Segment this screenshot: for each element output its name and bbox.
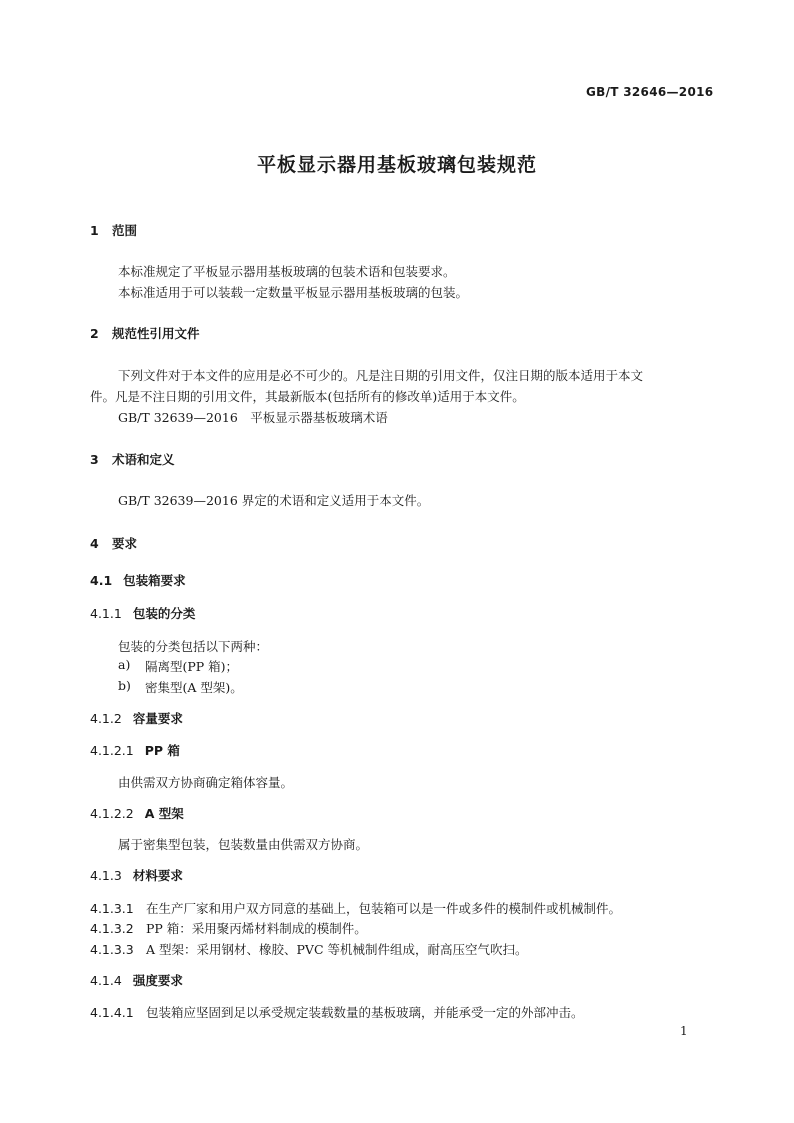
list-item-text: 密集型(A 型架)。: [145, 680, 243, 695]
subsection-4-1-2-2-heading: [90, 804, 184, 822]
paragraph: 由供需双方协商确定箱体容量。: [118, 775, 294, 790]
clause-text: 包装箱应坚固到足以承受规定装载数量的基板玻璃，并能承受一定的外部冲击。: [146, 1005, 584, 1020]
clause-text: A 型架：采用钢材、橡胶、PVC 等机械制件组成，耐高压空气吹扫。: [146, 942, 528, 957]
section-title: 要求: [112, 536, 138, 551]
section-title: 术语和定义: [112, 452, 175, 467]
page-number: 1: [680, 1024, 688, 1038]
section-title: 范围: [112, 223, 138, 238]
section-3-heading: [90, 450, 175, 468]
clause-number: 4.1.3.3: [90, 942, 134, 957]
subsection-4-1-1-heading: [90, 604, 195, 622]
section-2-heading: [90, 324, 200, 342]
section-number: 3: [90, 452, 99, 467]
section-number: 4: [90, 536, 99, 551]
subsection-number: 4.1.2.1: [90, 743, 134, 758]
subsection-4-1-2-1-heading: [90, 741, 180, 759]
clause-number: 4.1.3.2: [90, 921, 134, 936]
section-title: 规范性引用文件: [112, 326, 200, 341]
list-item-label: a): [118, 657, 131, 672]
subsection-number: 4.1.4: [90, 973, 122, 988]
subsection-4-1-4-heading: [90, 971, 183, 989]
paragraph: 本标准适用于可以装载一定数量平板显示器用基板玻璃的包装。: [118, 285, 469, 300]
subsection-4-1-heading: [90, 571, 186, 589]
section-number: 1: [90, 223, 99, 238]
section-4-heading: [90, 534, 137, 552]
paragraph: 下列文件对于本文件的应用是必不可少的。凡是注日期的引用文件，仅注日期的版本适用于本文: [118, 368, 644, 383]
standard-number: GB/T 32646—2016: [586, 85, 714, 99]
subsection-4-1-2-heading: [90, 709, 183, 727]
subsection-number: 4.1.3: [90, 868, 122, 883]
subsection-title: 强度要求: [132, 973, 183, 988]
paragraph: GB/T 32639—2016 界定的术语和定义适用于本文件。: [118, 493, 430, 508]
clause-number: 4.1.4.1: [90, 1005, 134, 1020]
list-item-text: 隔离型(PP 箱)；: [145, 659, 239, 674]
list-item-label: b): [118, 678, 131, 693]
subsection-number: 4.1.2.2: [90, 806, 134, 821]
clause-number: 4.1.3.1: [90, 901, 134, 916]
clause-text: PP 箱：采用聚丙烯材料制成的模制件。: [146, 921, 367, 936]
subsection-title: 包装箱要求: [123, 573, 186, 588]
section-1-heading: [90, 221, 137, 239]
clause: [90, 899, 621, 917]
paragraph: 包装的分类包括以下两种：: [118, 639, 269, 654]
subsection-number: 4.1.2: [90, 711, 122, 726]
document-title: 平板显示器用基板玻璃包装规范: [256, 154, 537, 176]
paragraph: 本标准规定了平板显示器用基板玻璃的包装术语和包装要求。: [118, 264, 456, 279]
subsection-4-1-3-heading: [90, 866, 183, 884]
clause: [90, 940, 527, 958]
subsection-title: A 型架: [144, 806, 184, 821]
subsection-title: 材料要求: [132, 868, 183, 883]
subsection-title: 包装的分类: [132, 606, 196, 621]
subsection-title: PP 箱: [144, 743, 180, 758]
paragraph: 属于密集型包装，包装数量由供需双方协商。: [118, 837, 369, 852]
section-number: 2: [90, 326, 99, 341]
subsection-number: 4.1.1: [90, 606, 122, 621]
clause-text: 在生产厂家和用户双方同意的基础上，包装箱可以是一件或多件的模制件或机械制件。: [146, 901, 622, 916]
normative-reference: GB/T 32639—2016 平板显示器基板玻璃术语: [118, 410, 388, 425]
clause: [90, 1003, 584, 1021]
subsection-number: 4.1: [90, 573, 113, 588]
paragraph-continuation: 件。凡是不注日期的引用文件，其最新版本(包括所有的修改单)适用于本文件。: [90, 389, 525, 404]
subsection-title: 容量要求: [132, 711, 183, 726]
clause: [90, 919, 367, 937]
